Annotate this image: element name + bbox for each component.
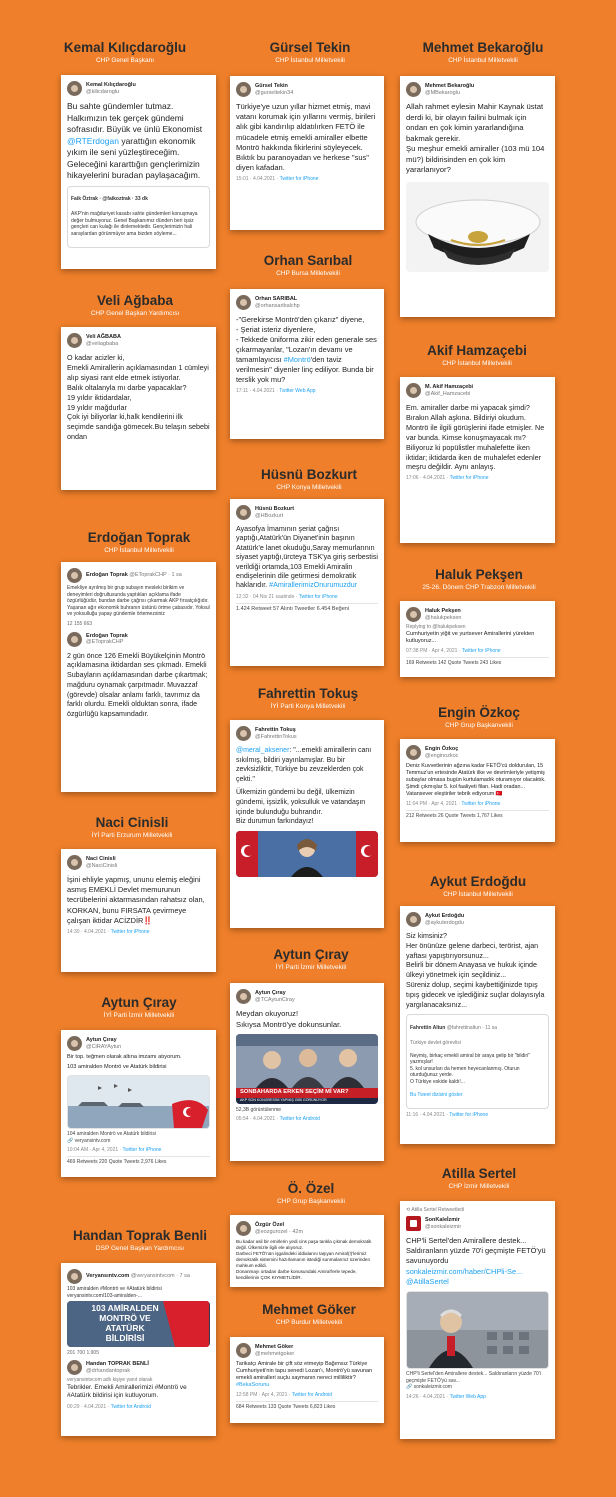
tweet-card-peksen[interactable] [400, 601, 555, 677]
author-handle: @FahrettinTokus [255, 733, 297, 740]
person-name: Naci Cinisli [95, 815, 169, 830]
author-name: Kemal Kılıçdaroğlu [86, 82, 136, 88]
header-agbaba [50, 293, 220, 318]
tweet-card-bekaroglu[interactable] [400, 76, 555, 317]
person-title: CHP İstanbul Milletvekili [104, 547, 174, 554]
tweet-meta: 11:04 PM · Apr 4, 2021 · Twitter for iPhone [406, 801, 501, 807]
tweet-stats: 469 Retweets 220 Quote Tweets 2,976 Likes [67, 1156, 210, 1165]
tweet-text: Deniz Kuvvetlerinin ağzına kadar FETÖ'cü doldurulan, 15 Temmuz'un ertesinde Atatürk ilke ve devrimleriyle yetişmiş subaylar olmasa bugün kurtulamadık oturamıyor olacaktık. Şimdi çıkmışlar 5. kol faaliyeti filan. Hadi oradan... Vatansever eleştiriler tebrik ediyorum 🇹🇷 [406, 763, 546, 797]
person-title: İYİ Parti İzmir Milletvekili [275, 964, 347, 971]
tweet-text: Türkiye'ye uzun yıllar hizmet etmiş, mavi vatanı korumak için yıllarını vermiş, birileri alık gibi kandırılıp aldatılırken FETÖ ile mücadele etmiş emekli amiraller elbette Montrö hakkında fikirlerini söyleyecek. Bıktık bu paranoyadan ve herkese "sus" diyen kafadan. [236, 102, 376, 173]
article-caption[interactable]: CHP'li Sertel'den Amirallere destek... Saldıranların yüzde 70'i geçmişte FETÖ'yü sav... 🔗 sonkaleizmir.com [406, 1371, 541, 1391]
author-name: Mehmet Bekaroğlu [425, 83, 475, 89]
author-name: Naci Cinisli [86, 856, 116, 862]
author-handle: @halukpeksen [425, 614, 462, 621]
tweet-meta: 11:16 · 4.04.2021 · Twitter for iPhone [406, 1111, 489, 1118]
tweet-meta: 14:30 · 4.04.2021 · Twitter for iPhone [67, 929, 150, 936]
person-name: Aytun Çıray [273, 947, 349, 962]
author-name: Haluk Pekşen [425, 608, 461, 614]
quote-label: Türkiye devlet görevlisi [410, 1039, 461, 1046]
header-kilicdaroglu [40, 40, 210, 65]
tweet-meta: 17:11 · 4.04.2021 · Twitter Web App [236, 388, 316, 394]
person-name: Mehmet Göker [262, 1302, 356, 1317]
tweet-meta: 10:04 AM · Apr 4, 2021 · Twitter for iPhone [67, 1147, 162, 1153]
author-name: Aytun Çıray [86, 1037, 117, 1043]
author-name: Orhan SARIBAL [255, 296, 298, 302]
header-ozkoc [394, 705, 564, 730]
naval-cap-image [406, 182, 549, 272]
person-name: Aytun Çıray [101, 995, 177, 1010]
earlier-tweet-text: Emekliye ayrılmış bir grup subayın mesleki birikim ve deneyimleri doğrultusunda yaptıkları açıklama ifade özgürlüğüdür, bundan darbe çağrısı çıkarmak AKP fırsatçılığıdır. Yaşanan ağır ekonomik buhranın üstünü örtme çabasıdır. Yoksul ve yoksulluğu yapay gündemle örtemezsiniz [67, 585, 210, 617]
view-count: 52,3B görüntülenme [236, 1107, 282, 1113]
tweet-card-tokus[interactable] [230, 720, 384, 928]
person-name: Handan Toprak Benli [72, 1228, 208, 1243]
person-title: CHP İstanbul Milletvekili [275, 57, 345, 64]
person-name: Kemal Kılıçdaroğlu [63, 40, 187, 55]
author-handle: @EToprakCHP · 1 sa [129, 572, 182, 579]
author-name: Fahrettin Tokuş [255, 727, 296, 733]
quote-text: AKP'nin mağduriyet kasabı sahte gündemleri konuşmaya değer bulmuyoruz. Genel Başkanımız dünden beri işsiz gençleri can kulağı ile dinlemektedir. Gençlerimizin hali saraylardan görünmüyor ama bizden söyleme... [71, 211, 198, 237]
avatar [406, 607, 421, 622]
retweet-icon: ⟲ [406, 1207, 412, 1213]
person-title: İYİ Parti Konya Milletvekili [270, 703, 346, 710]
tv-banner-sub: AKP SON KONGRESİNİ YAPMIŞ GİBİ GÖRÜNÜYOR [240, 1098, 327, 1102]
tweet-text: -"Gerekirse Montrö'den çıkarız" diyene, - Şeriat isteriz diyenlere, - Tekkede üniforma zikir eden generale ses çıkarmayanlar, "Lozan'ın devamı ve tamamlayıcısı #Montrö'den taviz verilmesin" diyenler linç ediliyor. Bunda bir terslik yok mu? [236, 315, 377, 384]
author-name: Veli AĞBABA [86, 334, 121, 340]
navy-ships-image[interactable] [67, 1075, 210, 1129]
show-thread-link[interactable]: Bu Tweet dizisini göster [410, 1091, 463, 1098]
avatar [236, 1221, 251, 1236]
tweet-meta: 15:01 · 4.04.2021 · Twitter for iPhone [236, 176, 319, 183]
avatar [236, 726, 251, 741]
tweet-meta: 00:29 · 4.04.2021 · Twitter for Android [67, 1403, 151, 1410]
author-name: Gürsel Tekin [255, 83, 288, 89]
author-handle: @sonkaleizmir [425, 1223, 462, 1230]
avatar [67, 632, 82, 647]
tweet-stats: 684 Retweets 133 Quote Tweets 6,823 Likes [236, 1401, 378, 1410]
author-name: Erdoğan Toprak [86, 632, 128, 639]
tweet-text: O kadar acizler ki, Emekli Amirallerin açıklamasından 1 cümleyi alıp siyasi rant elde etmek istiyorlar. Balık oltalanyla mı darbe yapacaklar? 19 yıldır iktidardalar, 19 yıldır mağdurlar Çok iyi biliyorlar ki,halk kendilerini ilk seçimde sandığa gömecek.Bu telaşın sebebi ondan [67, 353, 210, 442]
person-name: Mehmet Bekaroğlu [422, 40, 544, 55]
author-name: Veryansıntv.com [86, 1273, 130, 1280]
quoted-tweet[interactable] [67, 186, 210, 248]
header-tekin [225, 40, 395, 65]
avatar [67, 1269, 82, 1284]
author-handle: @veryansintvcom · 7 sa [130, 1273, 190, 1280]
person-title: 25-26. Dönem CHP Trabzon Milletvekili [422, 584, 536, 591]
header-ciray-1 [226, 947, 396, 972]
person-name: Hüsnü Bozkurt [261, 467, 357, 482]
person-title: CHP Grup Başkanvekili [445, 722, 513, 729]
tv-banner: SONBAHARDA ERKEN SEÇİM Mİ VAR? [240, 1089, 349, 1095]
header-bekaroglu [398, 40, 568, 65]
tweet-card-ozel[interactable] [230, 1215, 384, 1287]
tweet-text: Ayasofya İmamının şeriat çağrısı yaptığı,Atatürk'ün Diyanet'inin başının Atatürk'e lanet okuduğu,Saray memurlarının siyaset yaptığı,ürcteya TSK'ya giriş serbestisi verildiği ortamda,103 Emekli Amiralin endişelerinin dile getirmesi demokratik haklarıdır. #AmirallerimizOnurumuzdur [236, 525, 378, 590]
tweet-text: Bu sahte gündemler tutmaz. Halkımızın tek gerçek gündemi sofrasıdır. Büyük ve ünlü Ekonomist @RTErdogan yarattığın ekonomik yıkım ile seni yüzleştireceğim. Geleceğini kararttığın gençlerimizin hikayelerini buradan paylaşacağım. [67, 101, 203, 180]
earlier-tweet-stats: 12 155 663 [67, 620, 93, 627]
person-title: CHP İstanbul Milletvekili [443, 891, 513, 898]
retweet-label: ⟲ Atilla Sertel Retweetledi [406, 1207, 465, 1213]
article-caption[interactable]: 104 amiralden Montrö ve Atatürk bildirisi 🔗 veryansintv.com [67, 1131, 156, 1144]
author-handle: @aykuterdogdu [425, 919, 464, 926]
author-name: Hüsnü Bozkurt [255, 506, 295, 512]
author-handle: @veliagbaba [86, 340, 119, 347]
avatar [236, 505, 251, 520]
tweet-card-toprak[interactable] [61, 562, 216, 792]
tweet-card-kilicdaroglu[interactable] [61, 75, 216, 269]
header-goker [224, 1302, 394, 1327]
author-handle: @eozgurozel · 42m [255, 1228, 304, 1235]
tweet-text: Bu kadar asil bir emirlerin yedi cins paşa tankla çıkmak demokratik değil. Ülkemizle ilgili ele alıyoruz. Darbeci FETÖ'nün işgalindeki iddialarını taşıyan Amiral(!)'lerimiz demokratik sistemini hazırlamanın istediği sunmalarınız üzerinden mahkum edildi. Donanmayı ortadan darbe konusundaki Amiral'lerle tepede, kendilerinin ÇOK KIYMETLİDİR. [236, 1239, 372, 1280]
reply-context: Replying to @halukpeksen [406, 624, 466, 630]
avatar [236, 1343, 251, 1358]
avatar [67, 1036, 82, 1051]
person-title: DSP Genel Başkan Yardımcısı [95, 1245, 185, 1252]
author-handle: @mehmetgoker [255, 1350, 295, 1357]
author-name: Mehmet Göker [255, 1344, 294, 1350]
author-handle: @Akif_Hamzacebi [425, 390, 471, 397]
avatar [236, 82, 251, 97]
author-handle: @CiRAYAytun [86, 1043, 122, 1050]
person-title: İYİ Parti İzmir Milletvekili [103, 1012, 175, 1019]
avatar [67, 855, 82, 870]
author-handle: @HBozkurt [255, 512, 284, 519]
article-link[interactable]: sonkaleizmir.com/haber/CHPli-Se... [406, 1266, 523, 1276]
author-name: M. Akif Hamzaçebi [425, 384, 474, 390]
tweet-card-erdogdu[interactable] [400, 906, 555, 1144]
header-toprak [54, 530, 224, 555]
person-name: Erdoğan Toprak [87, 530, 191, 545]
header-tokus [223, 686, 393, 711]
hashtag-link[interactable]: #Montrö [283, 355, 311, 364]
tweet-text: Siz kimsiniz? Her önünüze gelene darbeci, terörist, ajan yaftası yapıştırıyorsunuz... Belirli bir dönem Anayasa ve hukuk içinde ülkeyi yönetmek için seçildiniz... Süreniz dolup, seçimi kaybettiğinizde tıpış tıpış gidecek ve işlediğiniz suçlar dolayısıyla yargılanacaksınız... [406, 932, 545, 1009]
mention-link[interactable]: @AtillaSertel [406, 1276, 449, 1286]
hashtag-link[interactable]: #AmirallerimizOnurumuzdur [269, 581, 358, 590]
tweet-card-cinisli[interactable] [61, 849, 216, 972]
author-handle: @EToprakCHP [86, 639, 124, 645]
person-title: CHP Grup Başkanvekili [277, 1198, 345, 1205]
person-name: Ö. Özel [287, 1181, 335, 1196]
tweet-card-agbaba[interactable] [61, 327, 216, 490]
author-name: Özgür Özel [255, 1222, 285, 1228]
tweet-card-bozkurt[interactable] [230, 499, 384, 666]
tweet-card-hamzacebi[interactable] [400, 377, 555, 543]
mention-link[interactable]: @RTErdogan [67, 135, 119, 146]
quote-author-name: Fahrettin Altun [410, 1024, 446, 1031]
header-hamzacebi [392, 343, 562, 368]
image-headline: 103 AMİRALDEN MONTRÖ VE ATATÜRK BİLDİRİSİ [91, 1303, 159, 1343]
avatar [67, 1360, 82, 1375]
avatar [67, 81, 82, 96]
tweet-text: 2 gün önce 126 Emekli Büyükelçinin Montrö açıklamasına iktidardan ses çıkmadı. Emekli Subayların açıklamasından darbe çıkartmak; mağduru oynamak çarpıtmadır. Muvazzaf (görevde) olsalar anlamı farklı, tavrımız da farklı olurdu. Emekli olduktan sonra, ifade özgürlüğü kapsamındadır. [67, 651, 208, 719]
person-title: CHP Konya Milletvekili [276, 484, 342, 491]
author-name: Engin Özkoç [425, 746, 459, 752]
tweet-stats: 1.424 Retweet 57 Alıntı Tweetler 6.454 Beğeni [236, 603, 378, 612]
avatar [236, 989, 251, 1004]
author-name: SonKaleİzmir [425, 1217, 460, 1223]
header-cinisli [47, 815, 217, 840]
person-name: Atilla Sertel [441, 1166, 517, 1181]
tweet-card-benli[interactable] [61, 1263, 216, 1436]
person-title: CHP Genel Başkan Yardımcısı [90, 310, 180, 317]
article-photo[interactable] [406, 1291, 549, 1369]
tweet-text: @meral_aksener: "...emekli amirallerin canı sıkılmış, bildiri yayınlamışlar. Bu bir zevksizliktir, Türkiye bu zevzeklerden çok çekti." [236, 747, 372, 783]
person-title: CHP İstanbul Milletvekili [448, 57, 518, 64]
hashtag-link[interactable]: #BekaSorunu [236, 1382, 270, 1388]
bildiri-image[interactable] [67, 1301, 210, 1347]
tweet-stats: 212 Retweets 26 Quote Tweets 1,767 Likes [406, 810, 549, 819]
author-handle: @NaciCinisli [86, 862, 118, 869]
person-name: Orhan Sarıbal [263, 253, 353, 268]
quoted-tweet[interactable] [406, 1014, 549, 1109]
header-peksen [394, 567, 564, 592]
person-title: CHP Burdur Milletvekili [275, 1319, 343, 1326]
tweet-card-goker[interactable] [230, 1337, 384, 1423]
reply-context: veryansintvcom adlı kişiye yanıt olarak [67, 1377, 153, 1383]
quote-author-handle: @fahrettinaltun · 11 sa [446, 1024, 498, 1031]
author-handle: @gurseltekin34 [255, 89, 294, 96]
tweet-text: Bir top. teğmen olarak altına imzamı atıyorum. [67, 1054, 182, 1060]
tweet-card-tekin[interactable] [230, 76, 384, 230]
author-handle: @orhansaribalchp [255, 302, 300, 309]
author-handle: @MBekaroglu [425, 89, 460, 96]
tweet-card-ciray-1[interactable] [61, 1030, 216, 1177]
tweet-meta: 12:32 · 04 Nis 21 saatinde · Twitter for iPhone [236, 593, 338, 600]
tweet-text-cont: Ülkemizin gündemi bu değil, ülkemizin gündemi, işsizlik, yoksulluk ve vatandaşın içinde bulunduğu buhrandır. Biz durumun farkındayız! [236, 789, 366, 826]
earlier-tweet-text: 103 amiralden #Montrö ve #Atatürk bildirisi veryansintv.com/103-amiralden-... [67, 1286, 162, 1299]
tweet-card-sertel[interactable] [400, 1201, 555, 1439]
author-name: Aykut Erdoğdu [425, 913, 465, 919]
tweet-card-saribal[interactable] [230, 289, 384, 439]
quote-text: Neymiş, birkaç emekli amiral bir araya gelip bir "bildiri" yazmışlar! 5. kol unsurları da hemen heyecanlanmış. Oturun oturduğunuz yerde. O Türkiye eskide kaldı!... [410, 1052, 530, 1085]
mention-link[interactable]: @meral_aksener [236, 747, 290, 754]
article-title: 103 amiralden Montrö ve Atatürk bildirisi [67, 1064, 167, 1070]
avatar [406, 745, 421, 760]
person-name: Aykut Erdoğdu [429, 874, 527, 889]
person-name: Fahrettin Tokuş [257, 686, 359, 701]
tweet-text: Cumhuriyetin yiğit ve yurtsever Amirallerini yürekten kutluyoruz... [406, 631, 535, 644]
author-handle: @TCAytunCiray [255, 996, 295, 1003]
person-title: CHP İzmir Milletvekili [448, 1183, 510, 1190]
avatar [67, 333, 82, 348]
person-name: Engin Özkoç [438, 705, 520, 720]
header-ozel [226, 1181, 396, 1206]
quote-header: Faik Öztrak · @faikoztrak · 33 dk [71, 196, 148, 202]
author-handle: @enginozkoc [425, 752, 459, 759]
avatar [406, 82, 421, 97]
tweet-meta: 17:06 · 4.04.2021 · Twitter for iPhone [406, 475, 489, 482]
tweet-meta: 12:58 PM · Apr 4, 2021 · Twitter for Android [236, 1392, 333, 1398]
person-title: CHP Bursa Milletvekili [276, 270, 340, 277]
avatar [67, 568, 82, 583]
tweet-text: Em. amiraller darbe mi yapacak şimdi? Bırakın Allah aşkına. Bildiriyi okudum. Montrö ile ilgili görüşlerini ifade etmişler. Ne var bunda. Kimse konuşmayacak mı? Biliyoruz ki popülistler muhalefette iken iktidar; iktidarda iken de muhalefet edenler meşru değildir. Aynı anlayış. [406, 403, 545, 472]
tweet-meta: 14:26 · 4.04.2021 · Twitter Web App [406, 1393, 486, 1400]
person-name: Gürsel Tekin [269, 40, 351, 55]
author-name: Erdoğan Toprak [86, 572, 128, 579]
tweet-card-ozkoc[interactable] [400, 739, 555, 842]
person-title: İYİ Parti Erzurum Milletvekili [91, 832, 173, 839]
header-benli [55, 1228, 225, 1253]
speech-photo [236, 831, 378, 877]
tweet-text: CHP'li Sertel'den Amirallere destek... Saldıranların yüzde 70'i geçmişte FETÖ'yü savunuyordu [406, 1236, 546, 1266]
tweet-card-ciray-2[interactable] [230, 983, 384, 1161]
tweet-text: Allah rahmet eylesin Mahir Kaynak üstat derdi ki, bir olayın failini bulmak için ondan en çok kimin yararlandığına bakmak gerekir. Şu meşhur emekli amiraller (103 mü 104 mü?) bildirisinden en çok kim yararlanıyor? [406, 102, 545, 174]
person-title: CHP İstanbul Milletvekili [442, 360, 512, 367]
avatar [236, 295, 251, 310]
person-name: Akif Hamzaçebi [427, 343, 527, 358]
header-bozkurt [224, 467, 394, 492]
author-handle: @drhandantoprak [86, 1367, 131, 1374]
avatar [406, 383, 421, 398]
header-sertel [394, 1166, 564, 1191]
person-name: Veli Ağbaba [96, 293, 174, 308]
tweet-text: Meydan okuyoruz! Sıkıysa Montrö'ye dokunsunlar. [236, 1009, 342, 1029]
avatar [406, 912, 421, 927]
tweet-text: Tebrikler. Emekli Amirallerimizi #Montrö ve #Atatürk bildirisi için kutluyorum. [67, 1384, 187, 1400]
tweet-stats: 169 Retweets 142 Quote Tweets 243 Likes [406, 657, 549, 666]
author-name: Handan TOPRAK BENLİ [86, 1361, 149, 1367]
header-ciray-2 [54, 995, 224, 1020]
tweet-text: İşini ehliyle yapmış, ununu elemiş eleğini asmış EMEKLİ Devlet memurunun tecrübelerini aktarmasından rahatsız olan, KORKAN, bunu FIRSATA çevirmeye çalışan iktidar ACİZDİR‼️ [67, 875, 205, 925]
tweet-meta: 07:38 PM · Apr 4, 2021 · Twitter for iPhone [406, 648, 501, 654]
author-handle: @kilicdaroglu [86, 88, 120, 95]
person-title: CHP Genel Başkanı [95, 57, 155, 64]
header-saribal [223, 253, 393, 278]
author-name: Aytun Çıray [255, 990, 286, 996]
person-name: Haluk Pekşen [435, 567, 523, 582]
tweet-meta: 05:54 · 4.04.2021 · Twitter for Android [236, 1116, 320, 1122]
header-erdogdu [393, 874, 563, 899]
earlier-tweet-stats: 201 700 1.905 [67, 1350, 99, 1356]
tweet-text: Tarikatçı Amirale bir çift söz etmeyip Bağımsız Türkiye Cumhuriyeti'nin tapu senedi Lozan'ı, Montrö'yü savunan emekli amiralleri suçlu saymanın nereci milliliktir? #BekaSorunu [236, 1361, 373, 1388]
avatar [406, 1216, 421, 1231]
tv-screenshot[interactable] [236, 1034, 378, 1104]
